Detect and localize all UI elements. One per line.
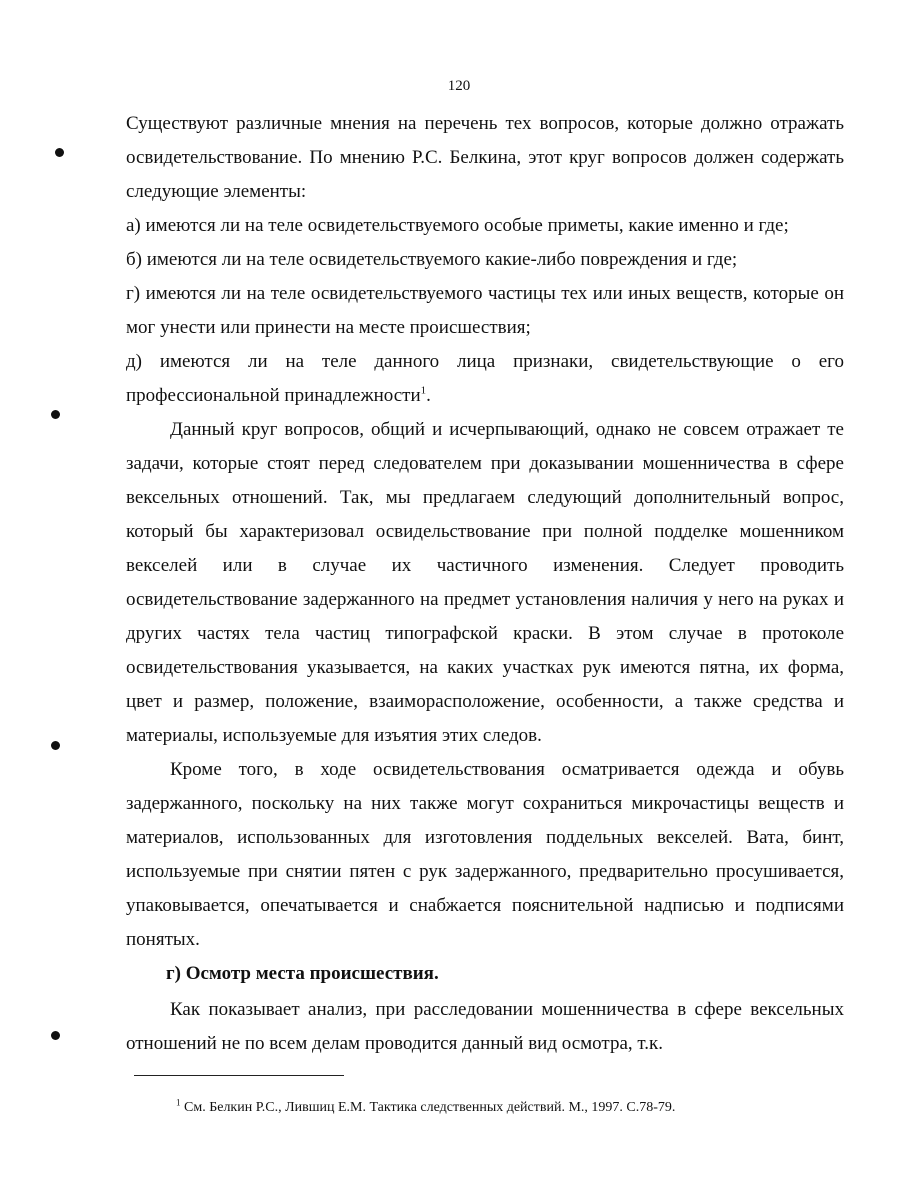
paragraph: Кроме того, в ходе освидетельствования осматривается одежда и обувь задержанного, поскольку на них также могут сохраниться микрочастицы веществ и материалов, использованных для изготовления поддельных векселей. Вата, бинт, используемые при снятии пятен с рук задержанного, предварительно просушивается, упаковывается, опечатывается и снабжается пояснительной надписью и подписями понятых. [126,759,844,950]
binder-hole-mark [55,148,64,157]
binder-hole-mark [51,741,60,750]
list-item-g: г) имеются ли на теле освидетельствуемого частицы тех или иных веществ, которые он мог унести или принести на месте происшествия; [126,283,844,338]
footnote-marker: 1 [176,1097,181,1108]
binder-hole-mark [51,410,60,419]
footnote [176,1099,876,1117]
list-item-d-end: . [426,385,431,406]
paragraph: Как показывает анализ, при расследовании мошенничества в сфере вексельных отношений не по всем делам проводится данный вид осмотра, т.к. [126,999,844,1054]
footnote-reference: 1 [420,384,427,397]
list-item-a: а) имеются ли на теле освидетельствуемого особые приметы, какие именно и где; [126,215,789,236]
page-number: 120 [447,78,471,94]
paragraph: Данный круг вопросов, общий и исчерпывающий, однако не совсем отражает те задачи, которые стоят перед следователем при доказывании мошенничества в сфере вексельных отношений. Так, мы предлагаем следующий дополнительный вопрос, который бы характеризовал освидельствование при полной подделке мошенником векселей или в случае их частичного изменения. Следует проводить освидетельствование задержанного на предмет установления наличия у него на руках и других частях тела частиц типографской краски. В этом случае в протоколе освидетельствования указывается, на каких участках рук имеются пятна, их форма, цвет и размер, положение, взаиморасположение, особенности, а также средства и материалы, используемые для изъятия этих следов. [126,419,844,746]
section-heading: г) Осмотр места происшествия. [166,963,439,984]
footnote-divider [134,1075,344,1076]
list-item-d [126,345,844,413]
footnote-text: См. Белкин Р.С., Лившиц Е.М. Тактика следственных действий. М., 1997. С.78-79. [184,1100,676,1115]
list-item-b: б) имеются ли на теле освидетельствуемого какие-либо повреждения и где; [126,249,738,270]
list-item-d-text: д) имеются ли на теле данного лица признаки, свидетельствующие о его профессиональной принадлежности [126,351,844,406]
paragraph: Существуют различные мнения на перечень тех вопросов, которые должно отражать освидетельствование. По мнению Р.С. Белкина, этот круг вопросов должен содержать следующие элементы: [126,113,844,202]
body-text [126,107,844,1061]
binder-hole-mark [51,1031,60,1040]
